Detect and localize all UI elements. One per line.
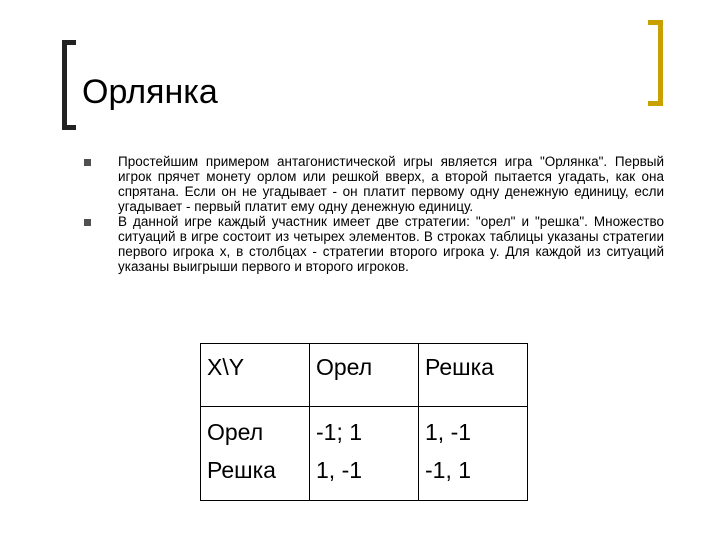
table-row [201, 407, 528, 454]
bullet-text: Простейшим примером антагонистической игры является игра "Орлянка". Первый игрок прячет монету орлом или решкой вверх, а второй пытается угадать, как она спрятана. Если он не угадывает - он платит первому одну денежную единицу, если угадывает - первый платит ему одну денежную единицу. [118, 154, 664, 214]
left-bracket-top [62, 40, 76, 45]
table-cell: 1, -1 [310, 453, 419, 501]
table-row [201, 453, 528, 501]
bullet-item [84, 214, 674, 274]
table-cell: -1, 1 [425, 457, 472, 483]
square-bullet-icon [84, 219, 91, 226]
column-header: Орел [310, 344, 419, 407]
square-bullet-icon [84, 159, 91, 166]
left-bracket-decoration [62, 40, 67, 130]
bullet-item [84, 154, 674, 214]
bullet-text: В данной игре каждый участник имеет две стратегии: "орел" и "решка". Множество ситуаций в игре состоит из четырех элементов. В строках таблицы указаны стратегии первого игрока x, в столбцах - стратегии второго игрока y. Для каждой из ситуаций указаны выигрыши первого и второго игроков. [118, 214, 664, 274]
left-bracket-bottom [62, 125, 76, 130]
right-bracket-top [648, 20, 663, 25]
table-cell: -1; 1 [310, 407, 419, 454]
table-header-row [201, 344, 528, 407]
slide-title: Орлянка [82, 73, 218, 111]
column-header: Решка [419, 344, 528, 407]
row-header: Орел [201, 407, 310, 454]
bullet-list [84, 154, 674, 274]
right-bracket-bottom [648, 101, 663, 106]
right-bracket-decoration [658, 20, 663, 106]
table-corner-cell: X\Y [201, 344, 310, 407]
row-header: Решка [201, 453, 310, 501]
payoff-table [200, 343, 528, 501]
table-cell: 1, -1 [425, 419, 472, 445]
